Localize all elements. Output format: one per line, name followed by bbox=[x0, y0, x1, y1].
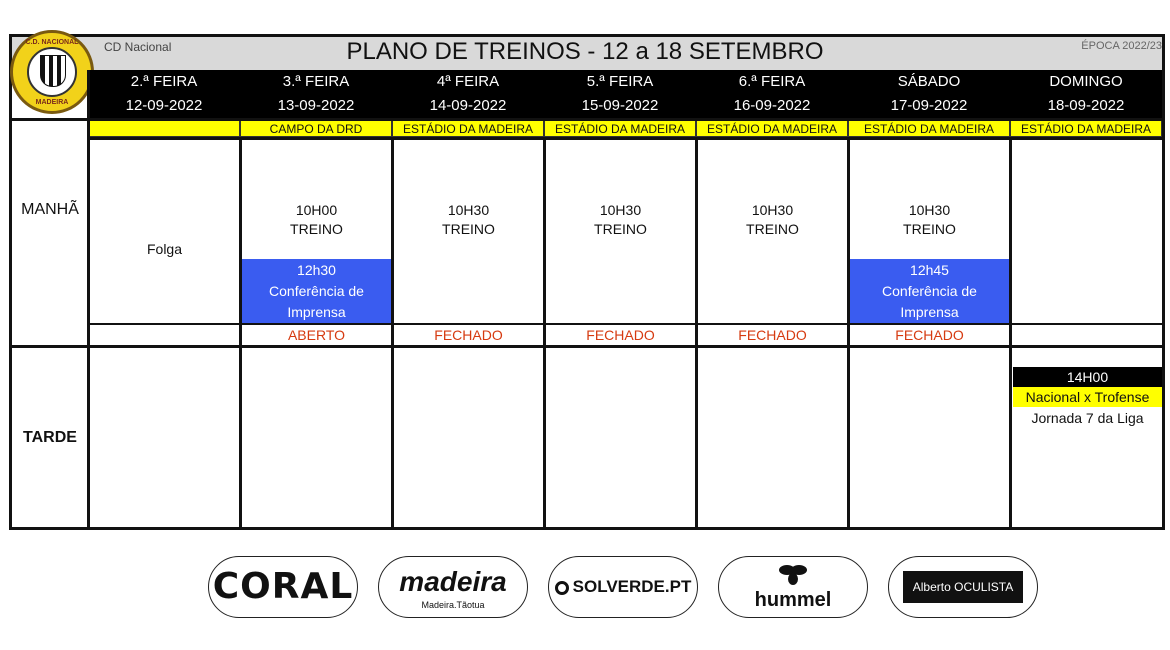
venue-wed: ESTÁDIO DA MADEIRA bbox=[392, 120, 544, 137]
morning-time-wed: 10H30 bbox=[447, 202, 490, 218]
alberto-wordmark: Alberto OCULISTA bbox=[903, 571, 1023, 603]
day-date: 18-09-2022 bbox=[1047, 97, 1125, 114]
grid-line bbox=[12, 118, 1162, 121]
page-title: PLANO DE TREINOS - 12 a 18 SETEMBRO bbox=[346, 38, 824, 65]
grid-line bbox=[1009, 137, 1012, 530]
morning-session-sat: TREINO bbox=[903, 221, 956, 237]
day-header-mon bbox=[88, 70, 240, 120]
venue-mon bbox=[88, 120, 240, 137]
madeira-tagline: Madeira.Tãotua bbox=[421, 600, 485, 610]
day-name: DOMINGO bbox=[1049, 73, 1123, 90]
press-time: 12h45 bbox=[910, 262, 949, 278]
solverde-wordmark: SOLVERDE.PT bbox=[572, 577, 692, 596]
venue-sun: ESTÁDIO DA MADEIRA bbox=[1010, 120, 1162, 137]
morning-session-thu: TREINO bbox=[594, 221, 647, 237]
season-label: ÉPOCA 2022/23 bbox=[1081, 40, 1162, 52]
madeira-wordmark: madeira bbox=[399, 566, 507, 597]
game-match: Nacional x Trofense bbox=[1013, 387, 1162, 407]
grid-line bbox=[12, 345, 1162, 348]
sponsor-coral-logo bbox=[208, 556, 358, 618]
day-date: 15-09-2022 bbox=[581, 97, 659, 114]
press-conference-sat bbox=[850, 259, 1009, 323]
day-header-sat bbox=[848, 70, 1010, 120]
day-name: 6.ª FEIRA bbox=[738, 73, 806, 90]
venue-sat: ESTÁDIO DA MADEIRA bbox=[848, 120, 1010, 137]
coral-wordmark: CORAL bbox=[212, 566, 354, 607]
press-time: 12h30 bbox=[297, 262, 336, 278]
status-fri: FECHADO bbox=[738, 327, 807, 343]
morning-time-fri: 10H30 bbox=[751, 202, 794, 218]
row-label-morning: MANHÃ bbox=[21, 201, 79, 218]
morning-session-fri: TREINO bbox=[746, 221, 799, 237]
sponsor-solverde-logo bbox=[548, 556, 698, 618]
day-header-fri bbox=[696, 70, 848, 120]
solverde-sun-icon bbox=[555, 581, 569, 595]
day-date: 16-09-2022 bbox=[733, 97, 811, 114]
club-crest-logo bbox=[10, 30, 94, 114]
press-label: Conferência de Imprensa bbox=[269, 283, 364, 320]
morning-session-wed: TREINO bbox=[442, 221, 495, 237]
hummel-wordmark: hummel bbox=[754, 589, 832, 611]
hummel-bee-icon bbox=[778, 563, 808, 585]
day-name: SÁBADO bbox=[897, 73, 961, 90]
day-date: 14-09-2022 bbox=[429, 97, 507, 114]
day-header-thu bbox=[544, 70, 696, 120]
game-time: 14H00 bbox=[1013, 367, 1162, 387]
morning-time-tue: 10H00 bbox=[295, 202, 338, 218]
press-conference-tue bbox=[242, 259, 391, 323]
day-name: 3.ª FEIRA bbox=[282, 73, 350, 90]
day-name: 5.ª FEIRA bbox=[586, 73, 654, 90]
day-header-wed bbox=[392, 70, 544, 120]
day-date: 12-09-2022 bbox=[125, 97, 203, 114]
day-header-sun bbox=[1010, 70, 1162, 120]
venue-thu: ESTÁDIO DA MADEIRA bbox=[544, 120, 696, 137]
sponsor-hummel-logo bbox=[718, 556, 868, 618]
club-name: CD Nacional bbox=[104, 40, 172, 54]
sponsor-alberto-logo bbox=[888, 556, 1038, 618]
venue-fri: ESTÁDIO DA MADEIRA bbox=[696, 120, 848, 137]
venue-tue: CAMPO DA DRD bbox=[240, 120, 392, 137]
sponsor-madeira-logo bbox=[378, 556, 528, 618]
morning-session-tue: TREINO bbox=[290, 221, 343, 237]
morning-time-thu: 10H30 bbox=[599, 202, 642, 218]
morning-time-sat: 10H30 bbox=[908, 202, 951, 218]
press-label: Conferência de Imprensa bbox=[882, 283, 977, 320]
day-date: 13-09-2022 bbox=[277, 97, 355, 114]
grid-line bbox=[88, 137, 1162, 140]
status-thu: FECHADO bbox=[586, 327, 655, 343]
status-tue: ABERTO bbox=[287, 327, 346, 343]
logo-text-bottom: MADEIRA bbox=[35, 99, 69, 106]
crest-shield-icon bbox=[40, 55, 66, 87]
status-sat: FECHADO bbox=[895, 327, 964, 343]
row-label-afternoon: TARDE bbox=[23, 429, 77, 446]
day-header-tue bbox=[240, 70, 392, 120]
day-name: 4ª FEIRA bbox=[436, 73, 500, 90]
day-date: 17-09-2022 bbox=[890, 97, 968, 114]
morning-mon: Folga bbox=[146, 241, 183, 257]
day-name: 2.ª FEIRA bbox=[130, 73, 198, 90]
logo-text-top: C.D. NACIONAL bbox=[25, 39, 79, 46]
status-wed: FECHADO bbox=[434, 327, 503, 343]
game-round: Jornada 7 da Liga bbox=[1031, 410, 1144, 426]
